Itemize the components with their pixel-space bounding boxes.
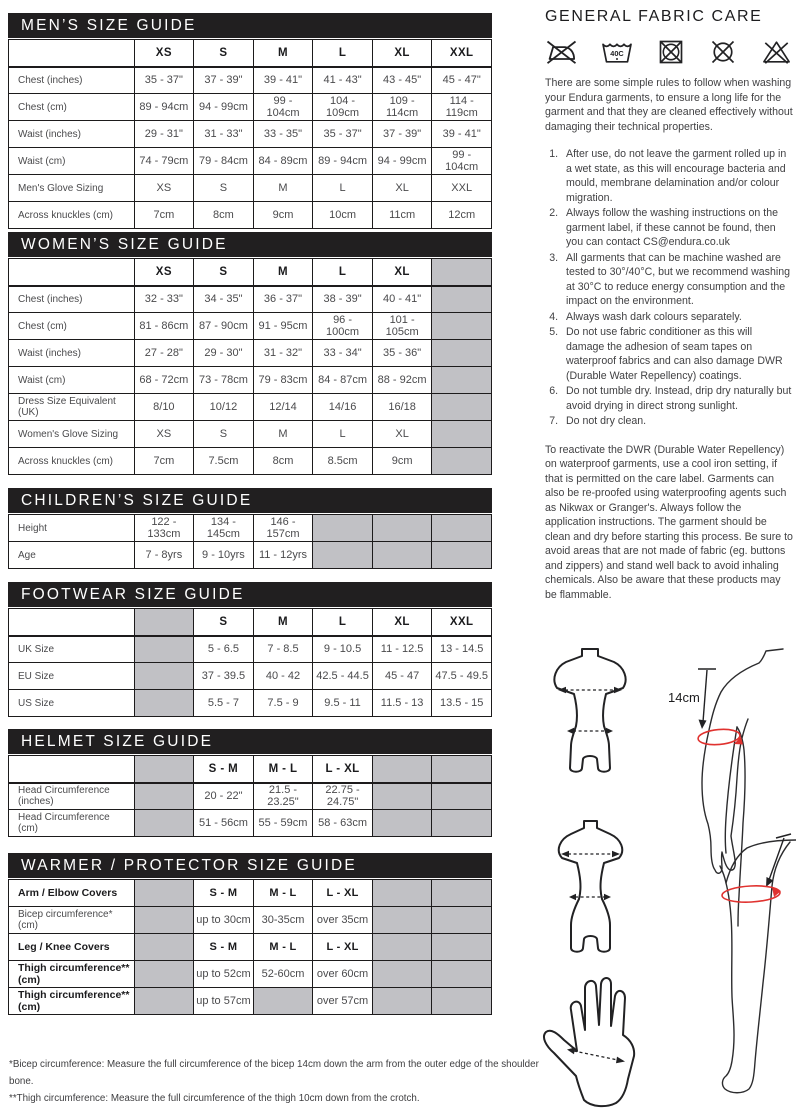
value-cell: 89 - 94cm <box>313 148 373 175</box>
value-cell: 27 - 28" <box>134 340 194 367</box>
table-row <box>9 340 492 367</box>
value-cell: 45 - 47 <box>372 663 432 690</box>
section-title: WOMEN’S SIZE GUIDE <box>21 236 228 253</box>
value-cell: 122 - 133cm <box>134 515 194 542</box>
value-cell: XL <box>372 421 432 448</box>
value-cell: 39 - 41" <box>253 67 313 94</box>
section-title-bar <box>8 232 492 257</box>
value-cell: 33 - 35" <box>253 121 313 148</box>
mens-torso-figure <box>554 649 625 772</box>
table-row <box>9 367 492 394</box>
value-cell: M <box>253 421 313 448</box>
empty-cell <box>372 783 432 810</box>
value-cell: 55 - 59cm <box>253 810 313 837</box>
value-cell: XL <box>372 175 432 202</box>
empty-cell <box>134 810 194 837</box>
do-not-dry-clean-icon <box>708 38 738 66</box>
table-row <box>9 542 492 569</box>
column-header: S - M <box>194 756 254 783</box>
warmer-protector-size-guide-section <box>8 853 492 1015</box>
value-cell: over 35cm <box>313 907 373 934</box>
empty-cell <box>432 394 492 421</box>
value-cell: 12cm <box>432 202 492 229</box>
helmet-size-table <box>8 755 492 837</box>
thigh-footnote: **Thigh circumference: Measure the full circumference of the thigh 10cm down from the crotch. <box>9 1093 420 1104</box>
table-row <box>9 907 492 934</box>
value-cell: 99 - 104cm <box>432 148 492 175</box>
empty-cell <box>432 810 492 837</box>
section-title: WARMER / PROTECTOR SIZE GUIDE <box>21 857 357 874</box>
row-label: Across knuckles (cm) <box>9 202 135 229</box>
column-header: M - L <box>253 756 313 783</box>
empty-cell <box>9 609 135 636</box>
value-cell: 29 - 31" <box>134 121 194 148</box>
empty-cell <box>432 421 492 448</box>
value-cell: 40 - 42 <box>253 663 313 690</box>
value-cell: 40 - 41" <box>372 286 432 313</box>
value-cell: 79 - 83cm <box>253 367 313 394</box>
empty-cell <box>9 756 135 783</box>
empty-cell <box>134 609 194 636</box>
value-cell: 38 - 39" <box>313 286 373 313</box>
womens-size-guide-section <box>8 232 492 475</box>
footwear-size-guide-section <box>8 582 492 717</box>
row-label: Dress Size Equivalent (UK) <box>9 394 135 421</box>
care-rule-item: 2. Always follow the washing instructions on the garment label, if these cannot be found, then you can contact CS@endura.co.uk <box>561 206 793 250</box>
column-header: M <box>253 40 313 67</box>
footnotes <box>9 1056 549 1107</box>
value-cell: 101 - 105cm <box>372 313 432 340</box>
empty-cell <box>432 756 492 783</box>
empty-cell <box>9 40 135 67</box>
column-header: M <box>253 259 313 286</box>
fabric-care-panel <box>545 8 793 602</box>
care-icons-row <box>545 38 793 66</box>
empty-cell <box>432 313 492 340</box>
value-cell: 13.5 - 15 <box>432 690 492 717</box>
value-cell: S - M <box>194 934 254 961</box>
table-row <box>9 515 492 542</box>
value-cell: 11 - 12.5 <box>372 636 432 663</box>
care-rules-list <box>545 147 793 429</box>
value-cell: 87 - 90cm <box>194 313 254 340</box>
value-cell: 11cm <box>372 202 432 229</box>
table-row <box>9 394 492 421</box>
row-label: Arm / Elbow Covers <box>9 880 135 907</box>
value-cell: 8.5cm <box>313 448 373 475</box>
value-cell: 81 - 86cm <box>134 313 194 340</box>
empty-cell <box>313 515 373 542</box>
value-cell: 9cm <box>253 202 313 229</box>
row-label: Chest (inches) <box>9 286 135 313</box>
value-cell: 5.5 - 7 <box>194 690 254 717</box>
column-header: L <box>313 609 373 636</box>
childrens-size-table <box>8 514 492 569</box>
row-label: Thigh circumference** (cm) <box>9 961 135 988</box>
row-label: EU Size <box>9 663 135 690</box>
value-cell: 7.5 - 9 <box>253 690 313 717</box>
bicep-footnote: *Bicep circumference: Measure the full circumference of the bicep 14cm down the arm from the outer edge of the shoulder bone. <box>9 1059 539 1087</box>
measurement-figures <box>540 638 796 1111</box>
care-rule-item: 1. After use, do not leave the garment rolled up in a wet state, as this will encourage bacteria and mould, membrane delamination and/or colour migration. <box>561 147 793 205</box>
section-title-bar <box>8 729 492 754</box>
care-rule-item: 4. Always wash dark colours separately. <box>561 310 793 325</box>
value-cell: 84 - 89cm <box>253 148 313 175</box>
value-cell: 58 - 63cm <box>313 810 373 837</box>
value-cell: 134 - 145cm <box>194 515 254 542</box>
empty-cell <box>313 542 373 569</box>
empty-cell <box>432 934 492 961</box>
empty-cell <box>432 259 492 286</box>
empty-cell <box>372 756 432 783</box>
empty-cell <box>432 515 492 542</box>
section-title: FOOTWEAR SIZE GUIDE <box>21 586 245 603</box>
empty-cell <box>134 663 194 690</box>
knuckle-measure-arrow <box>574 1051 618 1060</box>
row-label: Waist (cm) <box>9 148 135 175</box>
care-rule-item: 3. All garments that can be machine washed are tested to 30°/40°C, but we recommend washing at 30°C to reduce energy consumption and the impact on the environment. <box>561 251 793 309</box>
care-rule-item: 7. Do not dry clean. <box>561 414 793 429</box>
childrens-size-table <box>8 514 492 569</box>
value-cell: S - M <box>194 880 254 907</box>
mens-size-table <box>8 39 492 229</box>
value-cell: 9 - 10yrs <box>194 542 254 569</box>
value-cell: 74 - 79cm <box>134 148 194 175</box>
row-label: Chest (cm) <box>9 94 135 121</box>
value-cell: 9 - 10.5 <box>313 636 373 663</box>
empty-cell <box>432 783 492 810</box>
row-label: Waist (inches) <box>9 121 135 148</box>
table-row <box>9 961 492 988</box>
value-cell: L - XL <box>313 934 373 961</box>
value-cell: 99 - 104cm <box>253 94 313 121</box>
thigh-measurement-figure <box>720 834 796 1093</box>
table-row <box>9 988 492 1015</box>
value-cell: 14/16 <box>313 394 373 421</box>
column-header: S <box>194 259 254 286</box>
row-label: Leg / Knee Covers <box>9 934 135 961</box>
value-cell: 9.5 - 11 <box>313 690 373 717</box>
row-label: US Size <box>9 690 135 717</box>
empty-cell <box>134 880 194 907</box>
helmet-size-guide-section <box>8 729 492 837</box>
empty-cell <box>134 961 194 988</box>
wash-temperature-label: 40C <box>610 49 624 59</box>
value-cell: 84 - 87cm <box>313 367 373 394</box>
empty-cell <box>372 934 432 961</box>
value-cell: 47.5 - 49.5 <box>432 663 492 690</box>
value-cell: M - L <box>253 880 313 907</box>
value-cell: 89 - 94cm <box>134 94 194 121</box>
warmer-protector-size-table <box>8 879 492 1015</box>
value-cell: 42.5 - 44.5 <box>313 663 373 690</box>
table-row <box>9 880 492 907</box>
value-cell: S <box>194 421 254 448</box>
footwear-size-table <box>8 608 492 717</box>
value-cell: L <box>313 175 373 202</box>
value-cell: 10cm <box>313 202 373 229</box>
value-cell: S <box>194 175 254 202</box>
value-cell: 94 - 99cm <box>194 94 254 121</box>
value-cell: 36 - 37" <box>253 286 313 313</box>
empty-cell <box>134 907 194 934</box>
row-label: Waist (inches) <box>9 340 135 367</box>
row-label: Head Circumference (cm) <box>9 810 135 837</box>
empty-cell <box>432 448 492 475</box>
row-label: Across knuckles (cm) <box>9 448 135 475</box>
womens-torso-figure <box>559 821 622 952</box>
machine-wash-40c-icon <box>600 38 634 66</box>
row-label: Height <box>9 515 135 542</box>
value-cell: 7 - 8.5 <box>253 636 313 663</box>
value-cell: 7cm <box>134 448 194 475</box>
value-cell: 11.5 - 13 <box>372 690 432 717</box>
empty-cell <box>432 907 492 934</box>
section-title: MEN’S SIZE GUIDE <box>21 17 197 34</box>
value-cell: 29 - 30" <box>194 340 254 367</box>
empty-cell <box>372 988 432 1015</box>
row-label: Thigh circumference** (cm) <box>9 988 135 1015</box>
value-cell: 35 - 36" <box>372 340 432 367</box>
value-cell: up to 57cm <box>194 988 254 1015</box>
value-cell: 73 - 78cm <box>194 367 254 394</box>
table-row <box>9 810 492 837</box>
value-cell: 31 - 33" <box>194 121 254 148</box>
column-header: L <box>313 40 373 67</box>
empty-cell <box>432 340 492 367</box>
value-cell: 88 - 92cm <box>372 367 432 394</box>
row-label: Waist (cm) <box>9 367 135 394</box>
row-label: Head Circumference (inches) <box>9 783 135 810</box>
empty-cell <box>432 542 492 569</box>
value-cell: 7 - 8yrs <box>134 542 194 569</box>
value-cell: 10/12 <box>194 394 254 421</box>
section-title-bar <box>8 853 492 878</box>
value-cell: 41 - 43" <box>313 67 373 94</box>
column-header: XL <box>372 40 432 67</box>
value-cell: XXL <box>432 175 492 202</box>
do-not-tumble-dry-icon <box>656 38 686 66</box>
empty-cell <box>432 367 492 394</box>
value-cell: 37 - 39.5 <box>194 663 254 690</box>
empty-cell <box>134 934 194 961</box>
value-cell: 33 - 34" <box>313 340 373 367</box>
table-row <box>9 286 492 313</box>
value-cell: 52-60cm <box>253 961 313 988</box>
dwr-paragraph: To reactivate the DWR (Durable Water Repellency) on waterproof garments, use a cool iron setting, if that is permitted on the care label. Garments can also be re-proofed using waterproofing agents such as Nikwax or Granger's. Always follow the application instructions. The garment should be clean and dry before starting this process. Be sure to avoid areas that are not made of fabric (eg. buttons and zippers) and stand well back to avoid inhaling chemicals. Also be aware that these products may be flammable. <box>545 443 793 601</box>
value-cell: 68 - 72cm <box>134 367 194 394</box>
care-rule-item: 5. Do not use fabric conditioner as this will damage the adhesion of seam tapes on waterproof fabrics and can also damage DWR (Durable Water Repellency) coatings. <box>561 325 793 383</box>
value-cell: 94 - 99cm <box>372 148 432 175</box>
table-row <box>9 663 492 690</box>
bicep-distance-arrow <box>703 670 707 722</box>
table-row <box>9 67 492 94</box>
column-header: S <box>194 40 254 67</box>
value-cell: 37 - 39" <box>194 67 254 94</box>
table-row <box>9 448 492 475</box>
value-cell: 16/18 <box>372 394 432 421</box>
empty-cell <box>134 988 194 1015</box>
value-cell: 109 - 114cm <box>372 94 432 121</box>
value-cell: up to 52cm <box>194 961 254 988</box>
value-cell: 31 - 32" <box>253 340 313 367</box>
row-label: UK Size <box>9 636 135 663</box>
value-cell: 5 - 6.5 <box>194 636 254 663</box>
value-cell: 30-35cm <box>253 907 313 934</box>
mens-size-table <box>8 39 492 229</box>
empty-cell <box>432 961 492 988</box>
column-header: XS <box>134 259 194 286</box>
value-cell: L - XL <box>313 880 373 907</box>
table-row <box>9 636 492 663</box>
value-cell: M - L <box>253 934 313 961</box>
column-header: XXL <box>432 40 492 67</box>
value-cell: 7cm <box>134 202 194 229</box>
care-rule-item: 6. Do not tumble dry. Instead, drip dry naturally but avoid drying in direct strong sunlight. <box>561 384 793 413</box>
column-header: L - XL <box>313 756 373 783</box>
column-header: S <box>194 609 254 636</box>
value-cell: 9cm <box>372 448 432 475</box>
value-cell: 7.5cm <box>194 448 254 475</box>
table-row <box>9 421 492 448</box>
table-row <box>9 175 492 202</box>
value-cell: 43 - 45" <box>372 67 432 94</box>
empty-cell <box>134 756 194 783</box>
column-header: XXL <box>432 609 492 636</box>
helmet-size-table <box>8 755 492 837</box>
value-cell: 39 - 41" <box>432 121 492 148</box>
section-title-bar <box>8 13 492 38</box>
value-cell: 79 - 84cm <box>194 148 254 175</box>
empty-cell <box>372 907 432 934</box>
value-cell: M <box>253 175 313 202</box>
value-cell: 11 - 12yrs <box>253 542 313 569</box>
table-row <box>9 313 492 340</box>
fabric-care-title: GENERAL FABRIC CARE <box>545 8 763 25</box>
empty-cell <box>9 259 135 286</box>
value-cell: 22.75 - 24.75" <box>313 783 373 810</box>
table-row <box>9 148 492 175</box>
value-cell: 35 - 37" <box>313 121 373 148</box>
do-not-bleach-icon <box>760 38 793 66</box>
value-cell: XS <box>134 421 194 448</box>
column-header: XL <box>372 259 432 286</box>
value-cell: up to 30cm <box>194 907 254 934</box>
value-cell: 8cm <box>194 202 254 229</box>
thigh-distance-arrow <box>769 838 784 880</box>
measure-arrow-start-bar <box>776 834 791 838</box>
value-cell: 96 - 100cm <box>313 313 373 340</box>
value-cell: 91 - 95cm <box>253 313 313 340</box>
row-label: Bicep circumference* (cm) <box>9 907 135 934</box>
value-cell: 114 - 119cm <box>432 94 492 121</box>
value-cell: 32 - 33" <box>134 286 194 313</box>
womens-size-table <box>8 258 492 475</box>
section-title: HELMET SIZE GUIDE <box>21 733 214 750</box>
value-cell: 35 - 37" <box>134 67 194 94</box>
value-cell: 51 - 56cm <box>194 810 254 837</box>
value-cell: 37 - 39" <box>372 121 432 148</box>
row-label: Age <box>9 542 135 569</box>
value-cell: 8/10 <box>134 394 194 421</box>
value-cell: 45 - 47" <box>432 67 492 94</box>
table-row <box>9 202 492 229</box>
table-row <box>9 934 492 961</box>
table-row <box>9 121 492 148</box>
table-row <box>9 690 492 717</box>
column-header: XS <box>134 40 194 67</box>
empty-cell <box>372 542 432 569</box>
empty-cell <box>432 988 492 1015</box>
table-row <box>9 783 492 810</box>
empty-cell <box>432 286 492 313</box>
fabric-care-intro: There are some simple rules to follow when washing your Endura garments, to ensure a long life for the garment and that they are cleaned effectively without damaging their technical properties. <box>545 77 793 133</box>
empty-cell <box>372 810 432 837</box>
empty-cell <box>134 690 194 717</box>
value-cell: XS <box>134 175 194 202</box>
empty-cell <box>134 783 194 810</box>
value-cell: L <box>313 421 373 448</box>
value-cell: 146 - 157cm <box>253 515 313 542</box>
empty-cell <box>372 515 432 542</box>
mens-size-guide-section <box>8 13 492 229</box>
value-cell: 34 - 35" <box>194 286 254 313</box>
row-label: Men's Glove Sizing <box>9 175 135 202</box>
value-cell: 20 - 22" <box>194 783 254 810</box>
table-row <box>9 94 492 121</box>
value-cell: 104 - 109cm <box>313 94 373 121</box>
womens-size-table <box>8 258 492 475</box>
value-cell: over 60cm <box>313 961 373 988</box>
empty-cell <box>432 880 492 907</box>
column-header: M <box>253 609 313 636</box>
value-cell: 8cm <box>253 448 313 475</box>
row-label: Women's Glove Sizing <box>9 421 135 448</box>
section-title-bar <box>8 582 492 607</box>
column-header: XL <box>372 609 432 636</box>
value-cell: 21.5 - 23.25" <box>253 783 313 810</box>
empty-cell <box>253 988 313 1015</box>
value-cell: over 57cm <box>313 988 373 1015</box>
do-not-iron-icon <box>545 38 578 66</box>
empty-cell <box>372 961 432 988</box>
empty-cell <box>134 636 194 663</box>
warmer-protector-size-table <box>8 879 492 1015</box>
column-header: L <box>313 259 373 286</box>
value-cell: 12/14 <box>253 394 313 421</box>
bicep-distance-label: 14cm <box>668 690 700 705</box>
section-title-bar <box>8 488 492 513</box>
childrens-size-guide-section <box>8 488 492 569</box>
empty-cell <box>372 880 432 907</box>
footwear-size-table <box>8 608 492 717</box>
row-label: Chest (inches) <box>9 67 135 94</box>
row-label: Chest (cm) <box>9 313 135 340</box>
hand-figure <box>544 978 634 1106</box>
arm-measurement-figure <box>668 649 783 926</box>
section-title: CHILDREN’S SIZE GUIDE <box>21 492 253 509</box>
value-cell: 13 - 14.5 <box>432 636 492 663</box>
